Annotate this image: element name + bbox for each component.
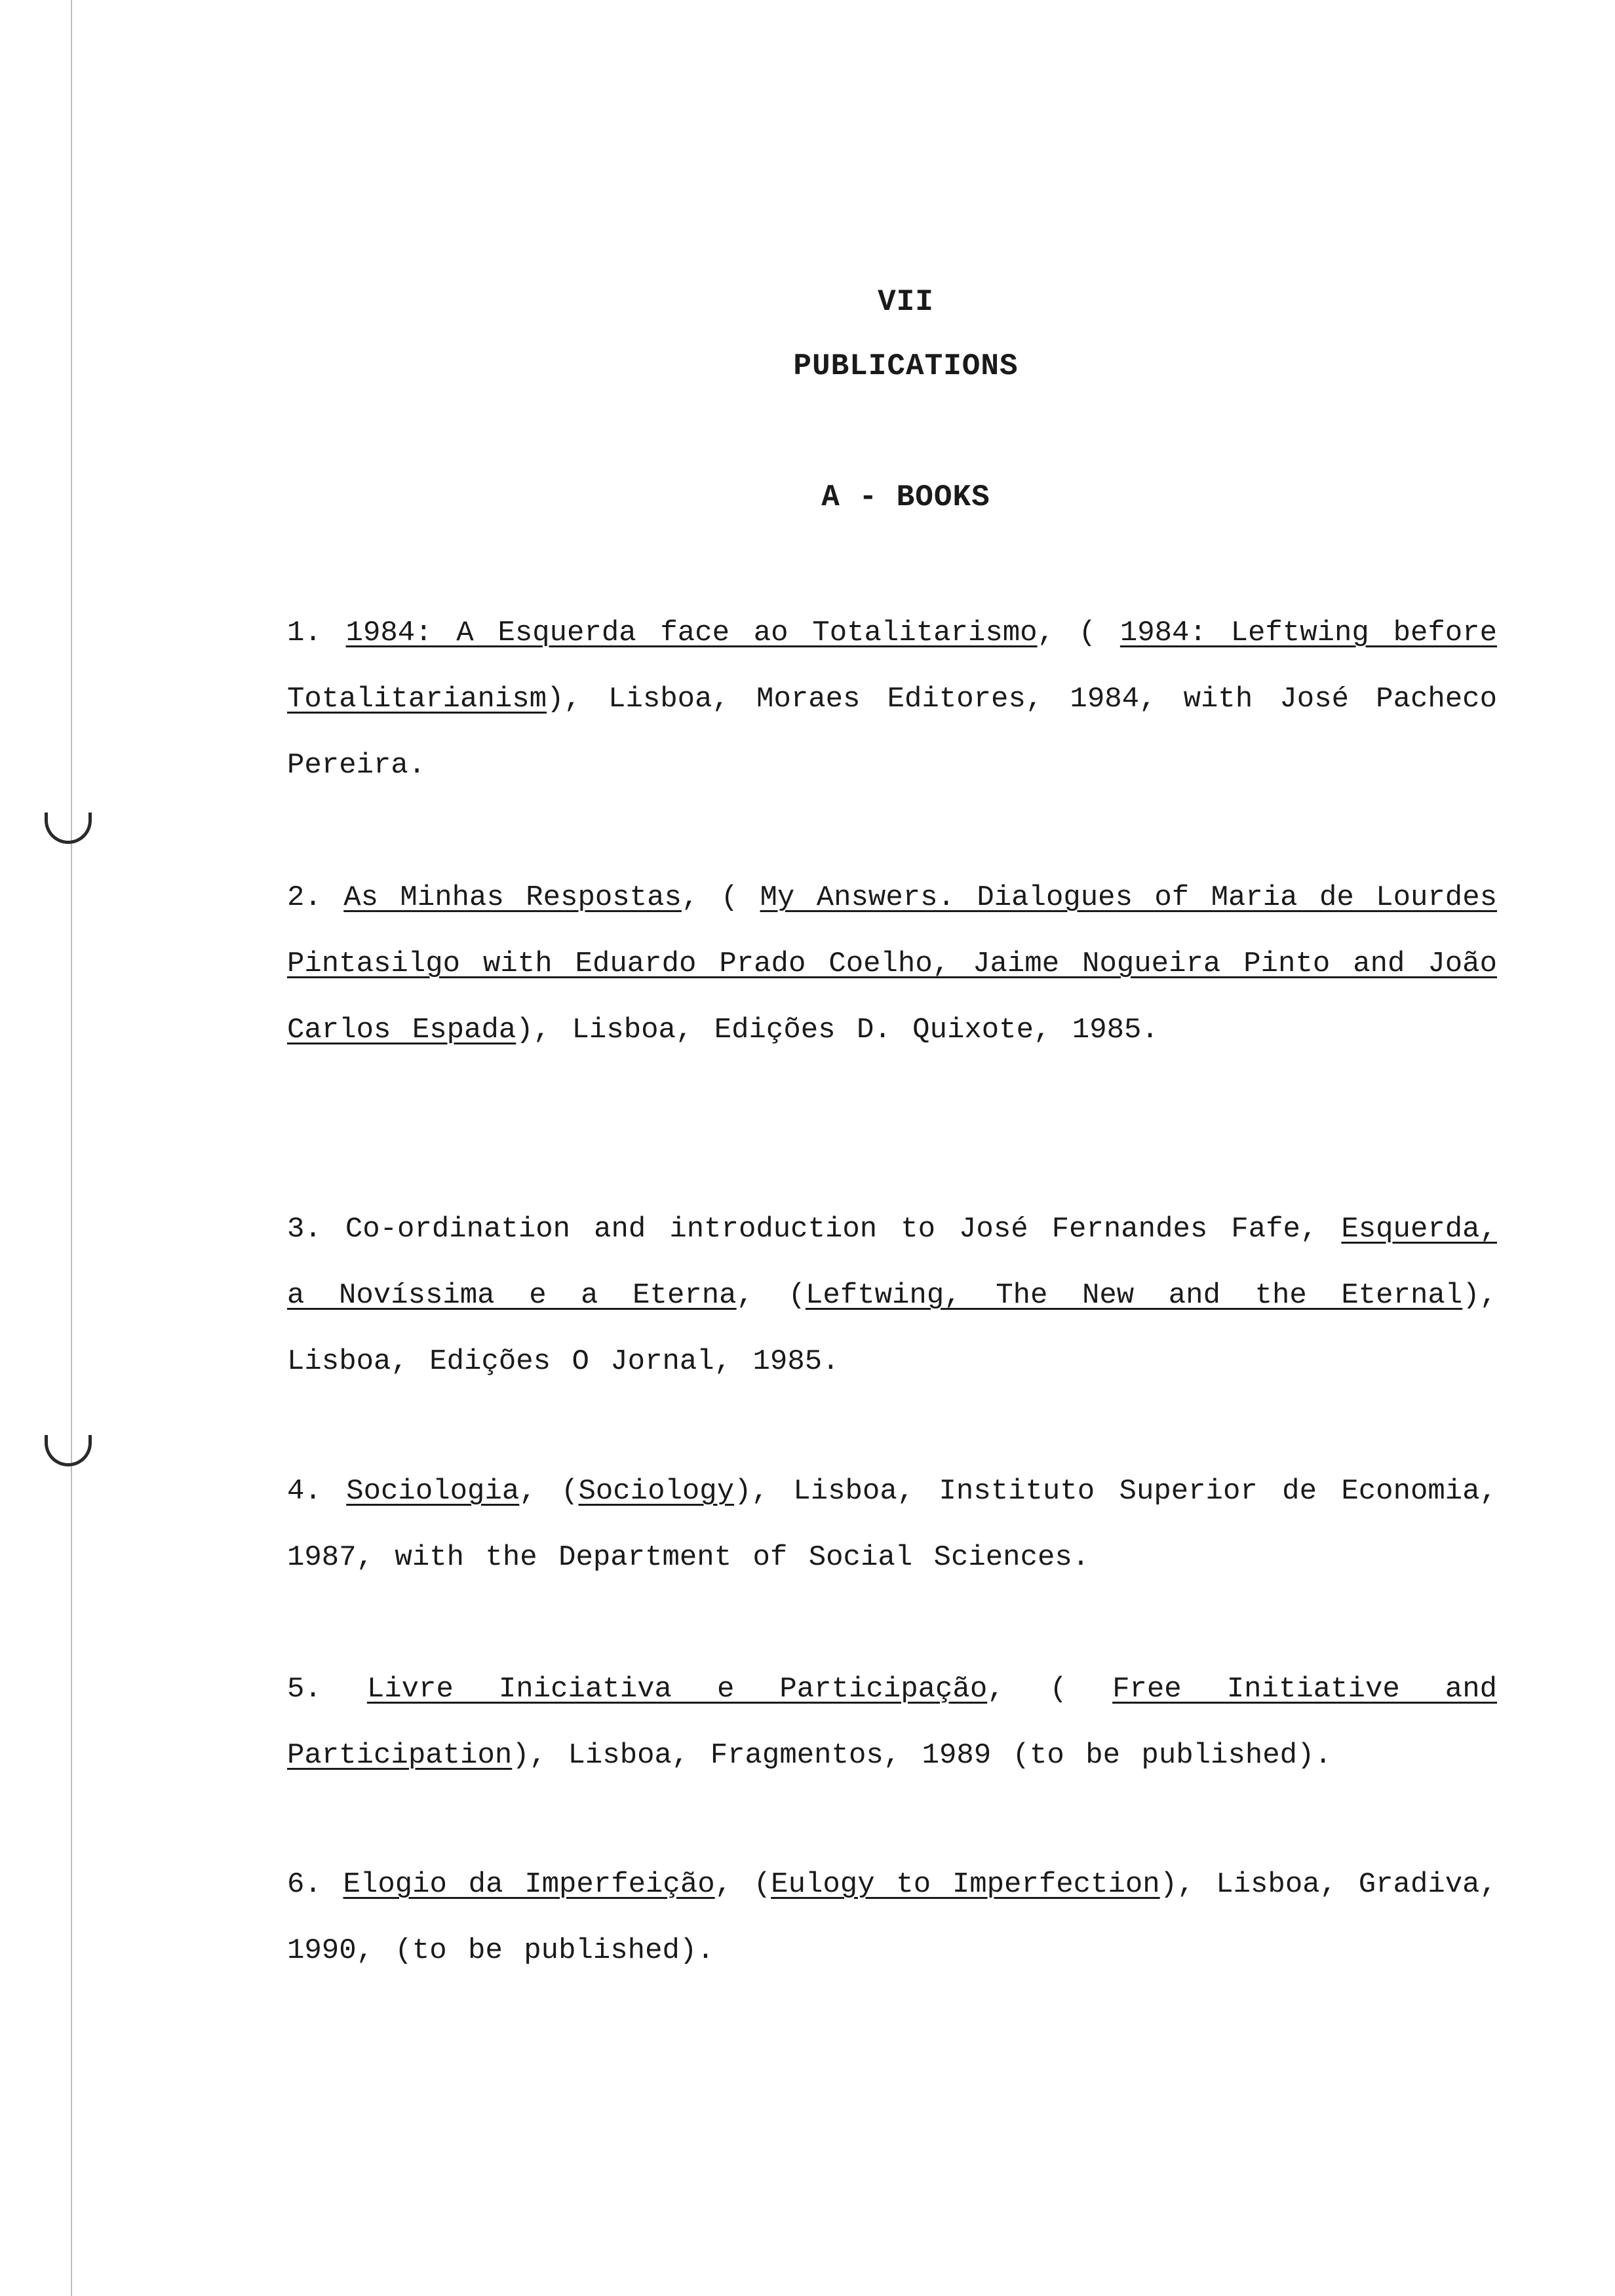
binder-ring-mark — [45, 1435, 92, 1466]
separator: , ( — [681, 881, 760, 914]
book-title: Esquerda, a Novíssima e a Eterna — [287, 1213, 1497, 1312]
book-translation: Leftwing, The New and the Eternal — [805, 1279, 1463, 1312]
publication-entry-3 — [287, 1196, 1497, 1395]
section-number: VII — [878, 285, 934, 319]
entry-number: 3. — [287, 1213, 322, 1246]
binder-edge-line — [71, 0, 72, 2296]
book-title: Elogio da Imperfeição — [343, 1868, 715, 1901]
publication-entry-6 — [287, 1852, 1497, 1984]
separator: , ( — [714, 1868, 771, 1901]
book-title: 1984: A Esquerda face ao Totalitarismo — [345, 617, 1038, 649]
separator: , ( — [736, 1279, 806, 1312]
publication-entry-2 — [287, 865, 1497, 1063]
separator: , ( — [1037, 617, 1120, 649]
book-details: ), Lisboa, Fragmentos, 1989 (to be published). — [512, 1739, 1332, 1772]
separator: , ( — [519, 1475, 579, 1508]
book-translation: Sociology — [578, 1475, 735, 1508]
binder-ring-mark — [45, 813, 92, 844]
book-details: ), Lisboa, Instituto Superior de Economia, 1987, with the Department of Social Sciences. — [287, 1475, 1497, 1574]
book-translation: Free Initiative and Participation — [287, 1673, 1498, 1772]
entry-number: 4. — [287, 1475, 322, 1508]
book-title: Livre Iniciativa e Participação — [366, 1673, 988, 1706]
book-translation: 1984: Leftwing before Totalitarianism — [287, 617, 1497, 716]
entry-number: 1. — [287, 617, 322, 649]
book-details: ), Lisboa, Moraes Editores, 1984, with José Pacheco Pereira. — [287, 683, 1497, 782]
book-details: ), Lisboa, Edições D. Quixote, 1985. — [516, 1014, 1159, 1046]
entry-number: 2. — [287, 881, 322, 914]
subsection-title: A - BOOKS — [821, 480, 990, 514]
book-translation: Eulogy to Imperfection — [771, 1868, 1160, 1901]
book-title: As Minhas Respostas — [343, 881, 682, 914]
separator: , ( — [987, 1673, 1113, 1706]
book-details: ), Lisboa, Gradiva, 1990, (to be published). — [287, 1868, 1497, 1967]
publication-entry-1 — [287, 600, 1497, 799]
section-title: PUBLICATIONS — [793, 349, 1019, 383]
entry-number: 6. — [287, 1868, 322, 1901]
publication-entry-4 — [287, 1459, 1497, 1591]
entry-number: 5. — [287, 1673, 322, 1706]
entry-prefix: Co-ordination and introduction to José Fernandes Fafe, — [345, 1213, 1342, 1246]
book-translation: My Answers. Dialogues of Maria de Lourdes Pintasilgo with Eduardo Prado Coelho, Jaime Nogueira Pinto and João Carlos Espada — [287, 881, 1498, 1046]
book-details: ), Lisboa, Edições O Jornal, 1985. — [287, 1279, 1497, 1378]
publication-entry-5 — [287, 1656, 1497, 1789]
book-title: Sociologia — [346, 1475, 520, 1508]
